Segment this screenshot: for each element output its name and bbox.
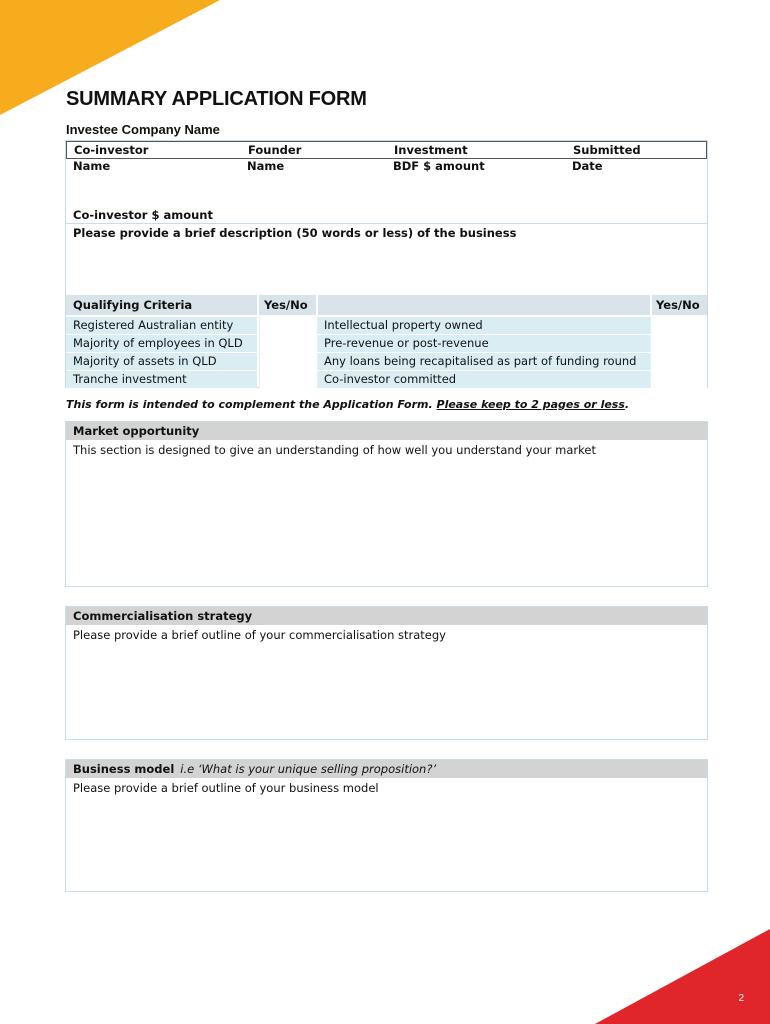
- investment-amount-field[interactable]: BDF $ amount: [393, 159, 485, 173]
- yes-no-cell[interactable]: [650, 371, 707, 388]
- company-name-label: Investee Company Name: [66, 122, 220, 137]
- investor-criteria-table: [65, 140, 708, 388]
- business-model-section[interactable]: [65, 759, 708, 892]
- yes-no-cell[interactable]: [259, 353, 318, 370]
- yes-no-cell[interactable]: [650, 353, 707, 370]
- criteria-item: Co-investor committed: [324, 372, 457, 386]
- criteria-row: [66, 353, 707, 370]
- divider: [66, 223, 707, 224]
- criteria-item: Any loans being recapitalised as part of funding round: [324, 354, 637, 368]
- yes-no-cell[interactable]: [650, 317, 707, 334]
- section-title: Market opportunity: [73, 424, 200, 438]
- criteria-item: Majority of employees in QLD: [73, 336, 243, 350]
- criteria-item: Intellectual property owned: [324, 318, 483, 332]
- criteria-row: [66, 335, 707, 352]
- criteria-header-row: [66, 295, 707, 315]
- criteria-item: Registered Australian entity: [73, 318, 234, 332]
- criteria-item: Pre-revenue or post-revenue: [324, 336, 489, 350]
- section-prompt: Please provide a brief outline of your commercialisation strategy: [73, 628, 446, 642]
- corner-decoration-red: [595, 929, 770, 1024]
- founder-name-field[interactable]: Name: [247, 159, 285, 173]
- header-investment: Investment: [394, 143, 468, 157]
- market-opportunity-section[interactable]: [65, 421, 708, 587]
- page-title: SUMMARY APPLICATION FORM: [66, 88, 367, 110]
- section-subtitle: i.e ‘What is your unique selling proposition?’: [180, 762, 437, 776]
- yes-no-cell[interactable]: [259, 317, 318, 334]
- yes-no-cell[interactable]: [650, 335, 707, 352]
- page-number: 2: [738, 993, 744, 1004]
- yes-no-cell[interactable]: [259, 335, 318, 352]
- header-submitted: Submitted: [573, 143, 641, 157]
- criteria-header-label: Qualifying Criteria: [73, 298, 193, 312]
- criteria-header-yes-no: Yes/No: [264, 298, 308, 312]
- yes-no-cell[interactable]: [259, 371, 318, 388]
- criteria-row: [66, 371, 707, 388]
- section-prompt: This section is designed to give an understanding of how well you understand your market: [73, 443, 596, 457]
- criteria-header-yes-no-2: Yes/No: [656, 298, 700, 312]
- header-co-investor: Co-investor: [74, 143, 149, 157]
- criteria-item: Majority of assets in QLD: [73, 354, 217, 368]
- section-title: Commercialisation strategy: [73, 609, 253, 623]
- commercialisation-strategy-section[interactable]: [65, 606, 708, 740]
- criteria-item: Tranche investment: [73, 372, 187, 386]
- section-title: Business model i.e ‘What is your unique selling proposition?’: [73, 762, 437, 776]
- co-investor-amount-field[interactable]: Co-investor $ amount: [73, 208, 213, 222]
- submitted-date-field[interactable]: Date: [572, 159, 603, 173]
- form-note-emphasis: Please keep to 2 pages or less: [436, 398, 625, 411]
- criteria-row: [66, 317, 707, 334]
- form-note: This form is intended to complement the Application Form. Please keep to 2 pages or less.: [66, 398, 630, 411]
- investor-header-row: [66, 141, 707, 159]
- co-investor-name-field[interactable]: Name: [73, 159, 111, 173]
- section-prompt: Please provide a brief outline of your business model: [73, 781, 379, 795]
- header-founder: Founder: [248, 143, 302, 157]
- business-description-field[interactable]: Please provide a brief description (50 words or less) of the business: [73, 226, 517, 240]
